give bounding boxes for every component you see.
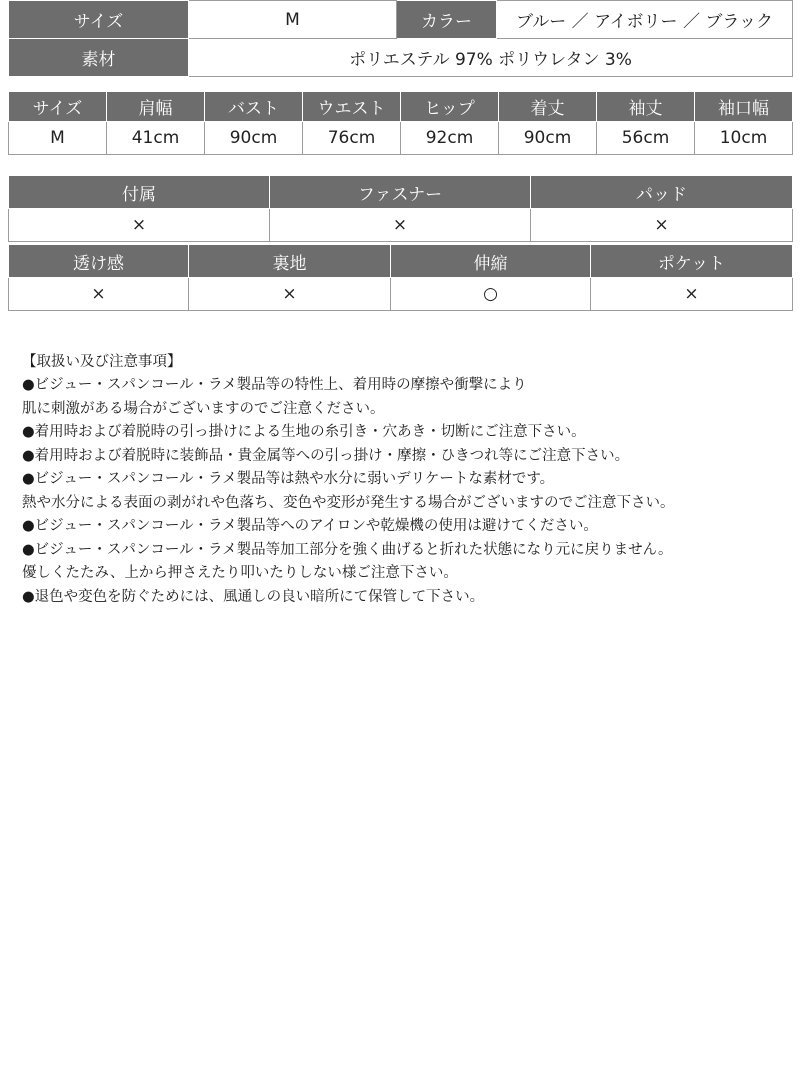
attr-header-pocket: ポケット <box>591 245 793 278</box>
spec-value-color: ブルー ／ アイボリー ／ ブラック <box>497 1 793 39</box>
attr-header-accessory: 付属 <box>9 176 270 209</box>
care-notes-line: ●退色や変色を防ぐためには、風通しの良い暗所にて保管して下さい。 <box>22 588 485 605</box>
attr-value-sheerness: × <box>9 278 189 311</box>
table-row <box>9 122 793 155</box>
table-header-row <box>9 176 793 209</box>
care-notes-line: ●着用時および着脱時の引っ掛けによる生地の糸引き・穴あき・切断にご注意下さい。 <box>22 424 586 441</box>
care-notes-line: ●着用時および着脱時に装飾品・貴金属等への引っ掛け・摩擦・ひきつれ等にご注意下さい。 <box>22 447 630 464</box>
care-notes-line: 優しくたたみ、上から押さえたり叩いたりしない様ご注意下さい。 <box>22 565 458 582</box>
attr-header-lining: 裏地 <box>189 245 391 278</box>
table-row <box>9 209 793 242</box>
meas-cell-hip: 92cm <box>401 122 499 155</box>
table-row <box>9 1 793 39</box>
attr-value-pocket: × <box>591 278 793 311</box>
spec-table <box>8 0 793 77</box>
care-notes-line: ●ビジュー・スパンコール・ラメ製品等へのアイロンや乾燥機の使用は避けてください。 <box>22 518 598 535</box>
table-row <box>9 39 793 77</box>
spec-label-material: 素材 <box>9 39 189 77</box>
attr-value-lining: × <box>189 278 391 311</box>
spec-label-color: カラー <box>397 1 497 39</box>
care-notes-line: ●ビジュー・スパンコール・ラメ製品等は熱や水分に弱いデリケートな素材です。 <box>22 471 555 488</box>
attribute-table-fabric <box>8 244 793 311</box>
attr-value-stretch: ○ <box>391 278 591 311</box>
care-notes-line: 肌に刺激がある場合がございますのでご注意ください。 <box>22 400 385 417</box>
attr-header-sheerness: 透け感 <box>9 245 189 278</box>
attr-value-pad: × <box>531 209 793 242</box>
spec-value-size: M <box>189 1 397 39</box>
attr-value-zipper: × <box>270 209 531 242</box>
meas-header-cuff-width: 袖口幅 <box>695 92 793 122</box>
attr-value-accessory: × <box>9 209 270 242</box>
meas-cell-sleeve-length: 56cm <box>597 122 695 155</box>
attr-header-zipper: ファスナー <box>270 176 531 209</box>
meas-header-hip: ヒップ <box>401 92 499 122</box>
table-header-row <box>9 92 793 122</box>
spec-value-material: ポリエステル 97% ポリウレタン 3% <box>189 39 793 77</box>
attr-header-pad: パッド <box>531 176 793 209</box>
table-header-row <box>9 245 793 278</box>
meas-cell-waist: 76cm <box>303 122 401 155</box>
meas-cell-shoulder: 41cm <box>107 122 205 155</box>
meas-header-waist: ウエスト <box>303 92 401 122</box>
table-row <box>9 278 793 311</box>
meas-header-length: 着丈 <box>499 92 597 122</box>
meas-header-size: サイズ <box>9 92 107 122</box>
care-notes <box>8 351 792 609</box>
care-notes-line: ●ビジュー・スパンコール・ラメ製品等加工部分を強く曲げると折れた状態になり元に戻りません。 <box>22 541 673 558</box>
meas-cell-size: M <box>9 122 107 155</box>
attr-header-stretch: 伸縮 <box>391 245 591 278</box>
care-notes-title: 【取扱い及び注意事項】 <box>22 354 182 370</box>
attribute-table-accessories <box>8 175 793 242</box>
meas-cell-cuff-width: 10cm <box>695 122 793 155</box>
meas-header-sleeve-length: 袖丈 <box>597 92 695 122</box>
meas-header-bust: バスト <box>205 92 303 122</box>
care-notes-line: 熱や水分による表面の剥がれや色落ち、変色や変形が発生する場合がございますのでご注意下さい。 <box>22 494 675 511</box>
spec-label-size: サイズ <box>9 1 189 39</box>
meas-cell-length: 90cm <box>499 122 597 155</box>
meas-cell-bust: 90cm <box>205 122 303 155</box>
care-notes-line: ●ビジュー・スパンコール・ラメ製品等の特性上、着用時の摩擦や衝撃により <box>22 377 527 394</box>
measurement-table <box>8 91 793 155</box>
meas-header-shoulder: 肩幅 <box>107 92 205 122</box>
